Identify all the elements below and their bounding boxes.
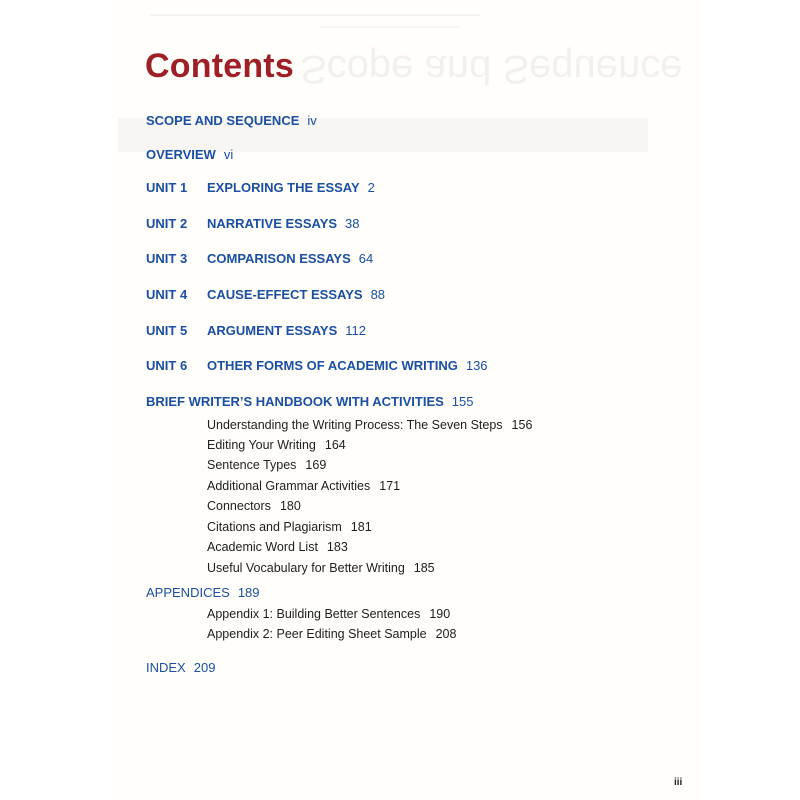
toc-entry-label: BRIEF WRITER’S HANDBOOK WITH ACTIVITIES <box>146 394 444 409</box>
unit-number: UNIT 2 <box>146 216 188 231</box>
unit-number: UNIT 4 <box>146 287 188 302</box>
toc-page-number: 209 <box>193 660 216 675</box>
toc-page-number: iv <box>307 113 317 128</box>
toc-subentry[interactable] <box>207 607 450 621</box>
toc-page-number: 183 <box>326 540 348 554</box>
toc-page-number: 156 <box>511 418 533 432</box>
toc-page-number: 136 <box>465 358 488 373</box>
toc-entry-unit-2[interactable] <box>146 216 360 231</box>
toc-page-number: 88 <box>370 287 386 302</box>
unit-number: UNIT 1 <box>146 180 188 195</box>
toc-entry-label: EXPLORING THE ESSAY <box>207 180 360 195</box>
toc-subentry[interactable] <box>207 458 326 472</box>
toc-page-number: 190 <box>429 607 451 621</box>
toc-entry-label: SCOPE AND SEQUENCE <box>146 113 300 128</box>
toc-page-number: 208 <box>435 627 457 641</box>
toc-entry-index[interactable] <box>146 660 215 675</box>
toc-subentry[interactable] <box>207 627 456 641</box>
toc-entry-label: ARGUMENT ESSAYS <box>207 323 338 338</box>
toc-entry-unit-5[interactable] <box>146 323 366 338</box>
toc-subentry-label: Citations and Plagiarism <box>207 520 342 534</box>
toc-entry-unit-6[interactable] <box>146 358 488 373</box>
toc-entry-unit-4[interactable] <box>146 287 385 302</box>
toc-entry-appendices[interactable] <box>146 585 260 600</box>
toc-page-number: 155 <box>451 394 474 409</box>
toc-subentry[interactable] <box>207 418 532 432</box>
toc-entry-handbook[interactable] <box>146 394 474 409</box>
toc-page-number: 112 <box>345 323 367 338</box>
toc-entry-overview[interactable] <box>146 147 233 162</box>
toc-entry-label: OVERVIEW <box>146 147 216 162</box>
toc-entry-label: NARRATIVE ESSAYS <box>207 216 338 231</box>
toc-subentry-label: Sentence Types <box>207 458 297 472</box>
toc-page-number: 171 <box>379 479 401 493</box>
toc-page-number: vi <box>223 147 234 162</box>
toc-subentry[interactable] <box>207 540 348 554</box>
toc-page-number: 189 <box>237 585 260 600</box>
toc-subentry[interactable] <box>207 438 346 452</box>
toc-page-number: 181 <box>350 520 372 534</box>
unit-number: UNIT 6 <box>146 358 188 373</box>
show-through-line <box>320 26 460 28</box>
toc-subentry-label: Useful Vocabulary for Better Writing <box>207 561 405 575</box>
show-through-heading: Scope and Sequence <box>300 47 683 91</box>
toc-subentry[interactable] <box>207 561 435 575</box>
toc-subentry-label: Additional Grammar Activities <box>207 479 371 493</box>
toc-entry-unit-3[interactable] <box>146 251 373 266</box>
toc-entry-label: OTHER FORMS OF ACADEMIC WRITING <box>207 358 458 373</box>
toc-page-number: 2 <box>367 180 375 195</box>
toc-page-number: 180 <box>279 499 301 513</box>
toc-subentry-label: Understanding the Writing Process: The Seven Steps <box>207 418 503 432</box>
toc-subentry[interactable] <box>207 520 372 534</box>
toc-page-number: 164 <box>324 438 346 452</box>
toc-entry-unit-1[interactable] <box>146 180 375 195</box>
toc-entry-label: COMPARISON ESSAYS <box>207 251 351 266</box>
toc-page-number: 185 <box>413 561 435 575</box>
toc-entry-label: APPENDICES <box>146 585 230 600</box>
toc-entry-label: CAUSE-EFFECT ESSAYS <box>207 287 363 302</box>
show-through-line <box>150 14 480 16</box>
toc-entry-label: INDEX <box>146 660 186 675</box>
unit-number: UNIT 3 <box>146 251 188 266</box>
toc-page-number: 38 <box>345 216 360 231</box>
toc-subentry[interactable] <box>207 499 301 513</box>
toc-page-number: 64 <box>358 251 374 266</box>
toc-page-number: 169 <box>305 458 327 472</box>
page-title: Contents <box>145 47 294 85</box>
toc-subentry-label: Appendix 1: Building Better Sentences <box>207 607 421 621</box>
unit-number: UNIT 5 <box>146 323 188 338</box>
page-folio: iii <box>674 777 683 788</box>
toc-subentry-label: Academic Word List <box>207 540 318 554</box>
toc-subentry-label: Appendix 2: Peer Editing Sheet Sample <box>207 627 427 641</box>
toc-entry-scope[interactable] <box>146 113 317 128</box>
toc-subentry[interactable] <box>207 479 400 493</box>
toc-subentry-label: Connectors <box>207 499 271 513</box>
toc-subentry-label: Editing Your Writing <box>207 438 316 452</box>
